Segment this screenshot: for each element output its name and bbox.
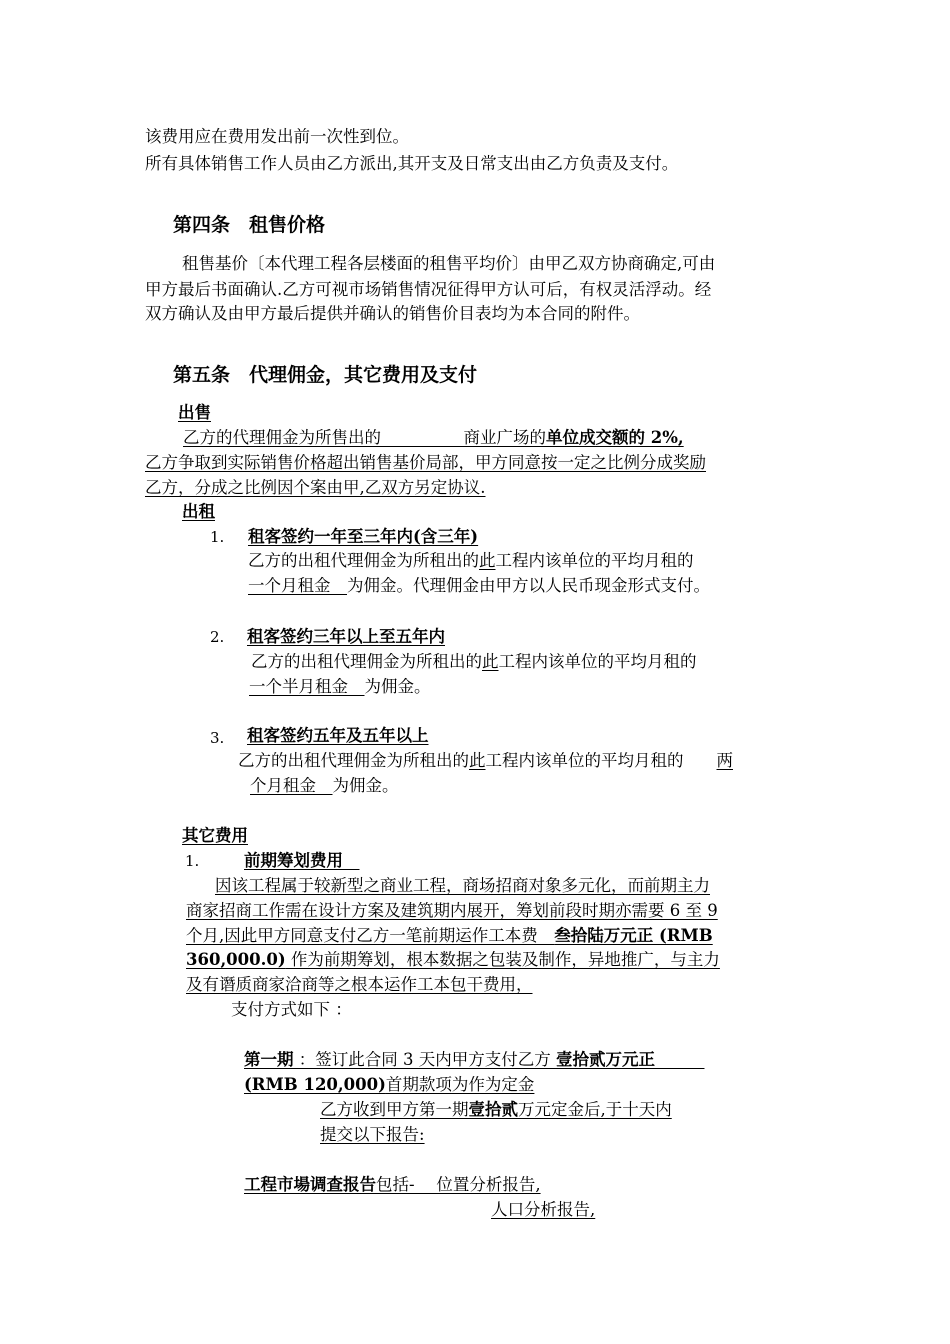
other-fees-line-2: 商家招商工作需在设计方案及建筑期内展开，筹划前段时期亦需要 6 至 9 bbox=[186, 901, 718, 920]
rent-item-1-title: 租客签约一年至三年内(含三年) bbox=[248, 527, 479, 546]
rent-item-3-number: 3. bbox=[210, 729, 225, 747]
sale-commission-rate: 单位成交额的 2%, bbox=[546, 428, 684, 447]
rent-item-2-line-1 bbox=[251, 651, 697, 673]
phase-1-deposit-text: 首期款项为作为定金 bbox=[385, 1075, 535, 1094]
report-line-1 bbox=[244, 1174, 541, 1196]
rent-item-1-number: 1. bbox=[210, 528, 225, 546]
phase-1-amount: 壹拾贰万元正 bbox=[555, 1050, 705, 1069]
other-fees-line-4 bbox=[186, 949, 720, 971]
rent-item-3-title: 租客签约五年及五年以上 bbox=[247, 726, 429, 745]
receipt-text-a: 乙方收到甲方第一期 bbox=[320, 1100, 469, 1119]
article-4-para-line-2: 甲方最后书面确认.乙方可视市场销售情况征得甲方认可后，有权灵活浮动。经 bbox=[145, 280, 712, 299]
rent-item-1-text-d: 为佣金。代理佣金由甲方以人民币现金形式支付。 bbox=[347, 576, 710, 595]
phase-1-label: 第一期 bbox=[244, 1050, 294, 1069]
receipt-line-2: 提交以下报告: bbox=[320, 1125, 425, 1144]
rent-item-1-line-2 bbox=[248, 575, 710, 597]
rent-item-1-text-a: 乙方的出租代理佣金为所租出的 bbox=[248, 551, 479, 570]
payment-method-label: 支付方式如下 ： bbox=[231, 1000, 352, 1019]
article-5-heading: 第五条 代理佣金，其它费用及支付 bbox=[173, 364, 478, 386]
intro-line-2: 所有具体销售工作人员由乙方派出,其开支及日常支出由乙方负责及支付。 bbox=[145, 154, 679, 173]
rent-item-3-line-1 bbox=[238, 750, 733, 772]
location-report: 包括- 位置分析报告, bbox=[376, 1175, 541, 1194]
article-4-heading: 第四条 租售价格 bbox=[173, 214, 326, 236]
rent-item-3-line-2 bbox=[250, 775, 399, 797]
rent-item-3-text-b: 此 bbox=[469, 751, 486, 770]
other-fees-line-4-text: 作为前期筹划，根本数据之包装及制作，异地推广，与主力 bbox=[285, 950, 720, 969]
other-fees-line-3-text: 个月,因此甲方同意支付乙方一笔前期运作工本费 bbox=[186, 926, 555, 945]
sale-line-3: 乙方，分成之比例因个案由甲,乙双方另定协议. bbox=[145, 478, 486, 497]
other-fees-line-1: 因该工程属于较新型之商业工程，商场招商对象多元化，而前期主力 bbox=[215, 876, 710, 895]
other-fees-number: 1. bbox=[185, 852, 200, 870]
rent-item-1-line-1 bbox=[248, 550, 694, 572]
phase-1-line-2 bbox=[244, 1074, 534, 1096]
rent-item-2-line-2 bbox=[249, 676, 431, 698]
other-fees-line-5: 及有谮质商家洽商等之根本运作工本包干费用， bbox=[186, 975, 533, 994]
rent-item-1-amount: 一个月租金 bbox=[248, 576, 347, 595]
other-fees-amount: 叁拾陆万元正 (RMB bbox=[554, 926, 713, 945]
receipt-text-b: 万元定金后,于十天内 bbox=[518, 1100, 672, 1119]
rent-item-3-text-e: 为佣金。 bbox=[332, 776, 399, 795]
other-fees-line-3 bbox=[186, 925, 713, 947]
sale-line-2: 乙方争取到实际销售价格超出销售基价局部，甲方同意按一定之比例分成奖励 bbox=[145, 453, 706, 472]
rent-item-1-text-c: 工程内该单位的平均月租的 bbox=[495, 551, 694, 570]
rent-item-1-text-b: 此 bbox=[479, 551, 496, 570]
sale-line-1-text: 乙方的代理佣金为所售出的 商业广场的 bbox=[183, 428, 546, 447]
rent-heading: 出租 bbox=[182, 502, 215, 521]
article-4-para-line-1: 租售基价〔本代理工程各层楼面的租售平均价〕由甲乙双方协商确定,可由 bbox=[182, 254, 716, 273]
intro-line-1: 该费用应在费用发出前一次性到位。 bbox=[145, 127, 409, 146]
rent-item-3-text-d: 两 bbox=[716, 751, 733, 770]
rent-item-3-text-a: 乙方的出租代理佣金为所租出的 bbox=[238, 751, 469, 770]
other-fees-heading: 其它费用 bbox=[182, 826, 248, 845]
article-4-para-line-3: 双方确认及由甲方最后提供并确认的销售价目表均为本合同的附件。 bbox=[145, 304, 640, 323]
rent-item-2-text-a: 乙方的出租代理佣金为所租出的 bbox=[251, 652, 482, 671]
phase-1-amount-figure: (RMB 120,000) bbox=[244, 1075, 386, 1094]
receipt-line-1 bbox=[320, 1099, 672, 1121]
rent-item-3-amount: 个月租金 bbox=[250, 776, 333, 795]
sale-heading: 出售 bbox=[178, 403, 211, 422]
rent-item-2-amount: 一个半月租金 bbox=[249, 677, 365, 696]
rent-item-2-title: 租客签约三年以上至五年内 bbox=[247, 627, 445, 646]
rent-item-3-text-c: 工程内该单位的平均月租的 bbox=[485, 751, 717, 770]
sale-line-1 bbox=[183, 427, 684, 449]
other-fees-title: 前期筹划费用 bbox=[244, 851, 360, 870]
rent-item-2-number: 2. bbox=[210, 628, 225, 646]
rent-item-2-text-b: 此 bbox=[482, 652, 499, 671]
other-fees-amount-figure: 360,000.0) bbox=[186, 950, 286, 969]
population-report: 人口分析报告, bbox=[491, 1200, 596, 1219]
phase-1-line-1 bbox=[244, 1049, 704, 1071]
rent-item-2-text-c: 工程内该单位的平均月租的 bbox=[498, 652, 697, 671]
market-report-title: 工程市場调查报告 bbox=[244, 1175, 376, 1194]
rent-item-2-text-d: 为佣金。 bbox=[364, 677, 431, 696]
receipt-amount: 壹拾贰 bbox=[468, 1100, 518, 1119]
phase-1-text: ：签订此合同 3 天内甲方支付乙方 bbox=[293, 1050, 556, 1069]
